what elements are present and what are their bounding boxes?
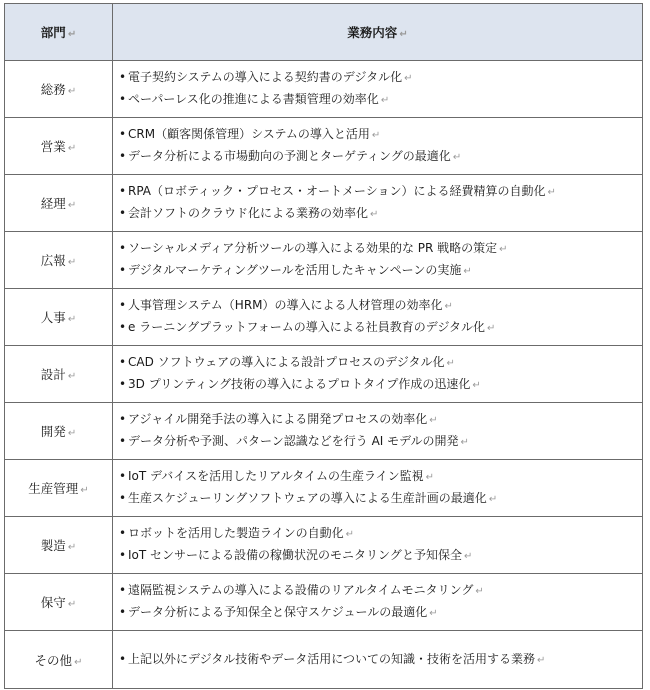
tasks-cell xyxy=(113,61,643,118)
task-text: ロボットを活用した製造ラインの自動化 xyxy=(128,526,344,540)
department-name: 保守 xyxy=(40,595,66,610)
bullet-icon: • xyxy=(119,298,127,312)
task-item xyxy=(119,466,638,488)
department-cell xyxy=(5,460,113,517)
task-text: 上記以外にデジタル技術やデータ活用についての知識・技術を活用する業務 xyxy=(128,651,536,666)
task-item xyxy=(119,409,638,431)
tasks-cell xyxy=(113,574,643,631)
tasks-cell xyxy=(113,175,643,232)
return-mark: ↵ xyxy=(67,428,77,439)
task-text: 人事管理システム（HRM）の導入による人材管理の効率化 xyxy=(128,298,443,312)
department-cell xyxy=(5,289,113,346)
return-mark: ↵ xyxy=(67,257,77,268)
return-mark: ↵ xyxy=(74,656,83,668)
table-row xyxy=(5,175,643,232)
department-cell xyxy=(5,346,113,403)
return-mark: ↵ xyxy=(67,143,77,154)
task-text: 電子契約システムの導入による契約書のデジタル化 xyxy=(128,70,403,84)
return-mark: ↵ xyxy=(463,266,472,277)
table-row xyxy=(5,460,643,517)
task-text: ソーシャルメディア分析ツールの導入による効果的な PR 戦略の策定 xyxy=(128,241,498,255)
bullet-icon: • xyxy=(119,70,127,84)
return-mark: ↵ xyxy=(460,437,469,448)
return-mark: ↵ xyxy=(371,130,381,141)
tasks-cell xyxy=(113,631,643,689)
return-mark: ↵ xyxy=(475,586,484,597)
return-mark: ↵ xyxy=(488,494,498,505)
task-item xyxy=(119,203,638,225)
department-name: 開発 xyxy=(40,424,66,439)
task-text: RPA（ロボティック・プロセス・オートメーション）による経費精算の自動化 xyxy=(128,184,546,198)
task-text: データ分析による予知保全と保守スケジュールの最適化 xyxy=(128,605,428,619)
task-item xyxy=(119,181,638,203)
return-mark: ↵ xyxy=(547,187,556,198)
task-text: デジタルマーケティングツールを活用したキャンペーンの実施 xyxy=(128,263,462,277)
header-content: 業務内容 ↵ xyxy=(113,4,643,61)
bullet-icon: • xyxy=(119,651,127,666)
return-mark: ↵ xyxy=(429,608,438,619)
task-text: 会計ソフトのクラウド化による業務の効率化 xyxy=(128,206,369,220)
department-name: 営業 xyxy=(40,139,66,154)
task-item xyxy=(119,67,638,89)
task-text: IoT センサーによる設備の稼働状況のモニタリングと予知保全 xyxy=(128,548,463,562)
bullet-icon: • xyxy=(119,491,127,505)
table-row xyxy=(5,346,643,403)
bullet-icon: • xyxy=(119,526,127,540)
tasks-cell xyxy=(113,403,643,460)
department-cell xyxy=(5,517,113,574)
bullet-icon: • xyxy=(119,355,127,369)
return-mark: ↵ xyxy=(67,200,77,211)
return-mark: ↵ xyxy=(429,415,438,426)
task-text: IoT デバイスを活用したリアルタイムの生産ライン監視 xyxy=(128,469,424,483)
department-name: 設計 xyxy=(40,367,66,382)
return-mark: ↵ xyxy=(404,73,413,84)
task-text: CRM（顧客関係管理）システムの導入と活用 xyxy=(128,127,370,141)
task-item xyxy=(119,580,638,602)
bullet-icon: • xyxy=(119,320,127,334)
dx-task-table-container xyxy=(4,3,642,689)
return-mark: ↵ xyxy=(472,380,481,391)
table-header xyxy=(5,4,643,61)
return-mark: ↵ xyxy=(452,152,462,163)
task-item xyxy=(119,374,638,396)
bullet-icon: • xyxy=(119,263,127,277)
bullet-icon: • xyxy=(119,377,127,391)
department-name: その他 xyxy=(34,652,73,668)
task-item xyxy=(119,649,638,671)
task-item xyxy=(119,317,638,339)
table-body xyxy=(5,61,643,689)
header-dept: 部門 ↵ xyxy=(5,4,113,61)
department-cell xyxy=(5,574,113,631)
header-row xyxy=(5,4,643,61)
tasks-cell xyxy=(113,460,643,517)
dx-task-table xyxy=(4,3,643,689)
task-item xyxy=(119,260,638,282)
task-text: ペーパーレス化の推進による書類管理の効率化 xyxy=(128,92,379,106)
bullet-icon: • xyxy=(119,206,127,220)
bullet-icon: • xyxy=(119,469,127,483)
return-mark: ↵ xyxy=(399,29,408,40)
task-item xyxy=(119,488,638,510)
tasks-cell xyxy=(113,232,643,289)
table-row xyxy=(5,118,643,175)
bullet-icon: • xyxy=(119,149,127,163)
return-mark: ↵ xyxy=(345,529,355,540)
tasks-cell xyxy=(113,118,643,175)
task-text: CAD ソフトウェアの導入による設計プロセスのデジタル化 xyxy=(128,355,445,369)
task-item xyxy=(119,431,638,453)
bullet-icon: • xyxy=(119,184,127,198)
return-mark: ↵ xyxy=(67,371,77,382)
table-row xyxy=(5,517,643,574)
task-item xyxy=(119,295,638,317)
bullet-icon: • xyxy=(119,583,127,597)
task-item xyxy=(119,146,638,168)
return-mark: ↵ xyxy=(444,301,453,312)
table-row xyxy=(5,631,643,689)
task-item xyxy=(119,352,638,374)
department-name: 経理 xyxy=(40,196,66,211)
task-text: データ分析による市場動向の予測とターゲティングの最適化 xyxy=(128,149,451,163)
return-mark: ↵ xyxy=(537,654,546,666)
task-item xyxy=(119,238,638,260)
return-mark: ↵ xyxy=(370,209,379,220)
task-item xyxy=(119,545,638,567)
return-mark: ↵ xyxy=(67,86,77,97)
task-text: e ラーニングプラットフォームの導入による社員教育のデジタル化 xyxy=(128,320,486,334)
table-row xyxy=(5,61,643,118)
return-mark: ↵ xyxy=(464,551,473,562)
department-cell xyxy=(5,403,113,460)
department-cell xyxy=(5,175,113,232)
task-text: 3D プリンティング技術の導入によるプロトタイプ作成の迅速化 xyxy=(128,377,471,391)
return-mark: ↵ xyxy=(425,472,435,483)
return-mark: ↵ xyxy=(499,244,508,255)
tasks-cell xyxy=(113,289,643,346)
task-text: 生産スケジューリングソフトウェアの導入による生産計画の最適化 xyxy=(128,491,487,505)
department-name: 生産管理 xyxy=(28,481,79,496)
task-item xyxy=(119,89,638,111)
department-cell xyxy=(5,232,113,289)
department-name: 人事 xyxy=(40,310,66,325)
task-text: アジャイル開発手法の導入による開発プロセスの効率化 xyxy=(128,412,428,426)
return-mark: ↵ xyxy=(67,542,77,553)
return-mark: ↵ xyxy=(380,95,390,106)
bullet-icon: • xyxy=(119,605,127,619)
bullet-icon: • xyxy=(119,548,127,562)
table-row xyxy=(5,232,643,289)
department-cell xyxy=(5,61,113,118)
task-text: 遠隔監視システムの導入による設備のリアルタイムモニタリング xyxy=(128,583,474,597)
department-name: 総務 xyxy=(40,82,66,97)
department-cell xyxy=(5,631,113,689)
return-mark: ↵ xyxy=(446,358,455,369)
bullet-icon: • xyxy=(119,127,127,141)
return-mark: ↵ xyxy=(487,323,496,334)
bullet-icon: • xyxy=(119,92,127,106)
bullet-icon: • xyxy=(119,434,127,448)
table-row xyxy=(5,289,643,346)
bullet-icon: • xyxy=(119,412,127,426)
table-row xyxy=(5,574,643,631)
return-mark: ↵ xyxy=(80,485,89,496)
return-mark: ↵ xyxy=(67,599,77,610)
task-item xyxy=(119,523,638,545)
task-item xyxy=(119,602,638,624)
department-name: 広報 xyxy=(40,253,66,268)
tasks-cell xyxy=(113,517,643,574)
bullet-icon: • xyxy=(119,241,127,255)
department-cell xyxy=(5,118,113,175)
department-name: 製造 xyxy=(40,538,66,553)
task-text: データ分析や予測、パターン認識などを行う AI モデルの開発 xyxy=(128,434,459,448)
return-mark: ↵ xyxy=(67,314,77,325)
table-row xyxy=(5,403,643,460)
tasks-cell xyxy=(113,346,643,403)
return-mark: ↵ xyxy=(67,29,77,40)
task-item xyxy=(119,124,638,146)
